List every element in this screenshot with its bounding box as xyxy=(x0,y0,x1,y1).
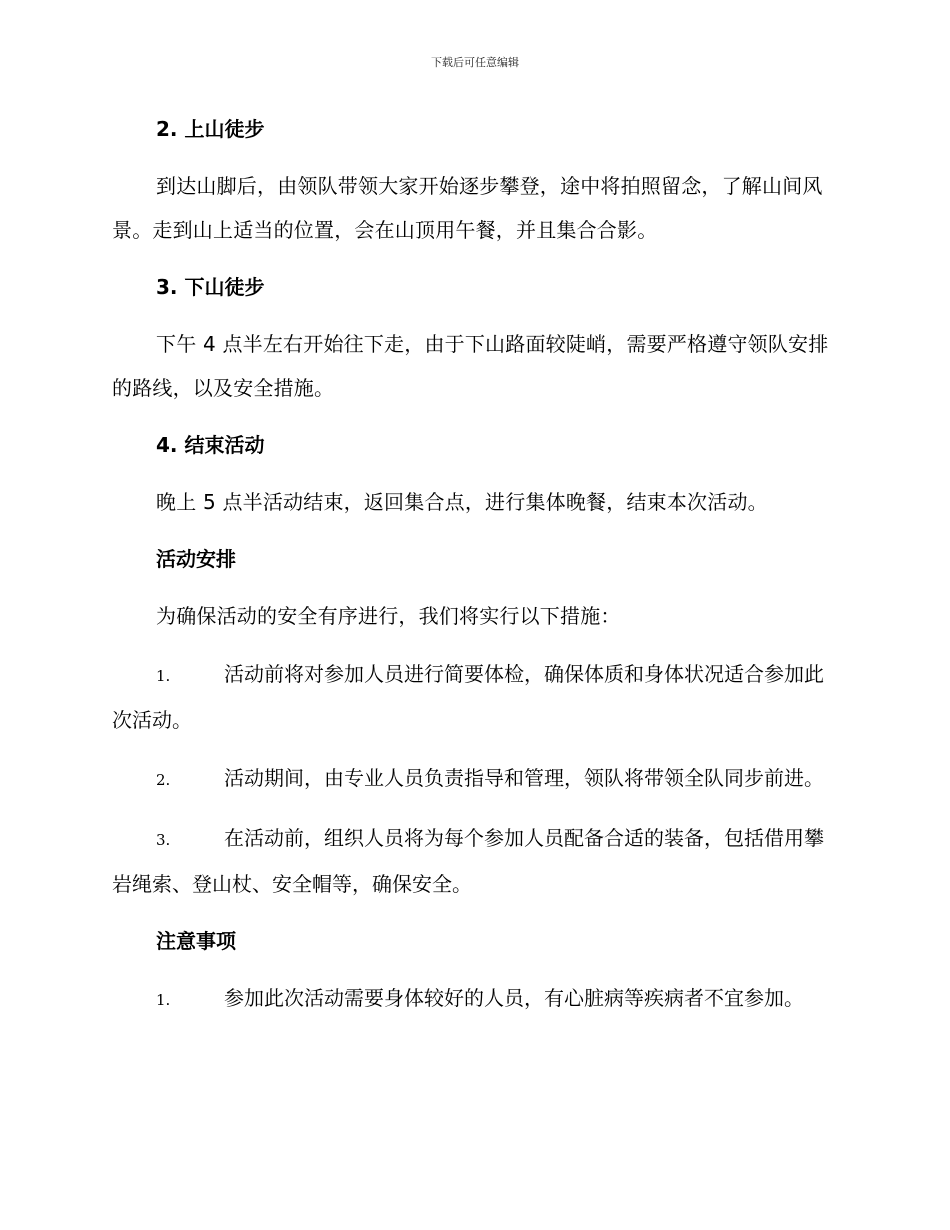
list-item-text: 活动前将对参加人员进行简要体检，确保体质和身体状况适合参加此次活动。 xyxy=(112,662,824,732)
list-item-text: 活动期间，由专业人员负责指导和管理，领队将带领全队同步前进。 xyxy=(224,766,824,790)
section-heading-hike-up: 2. 上山徒步 xyxy=(156,117,265,141)
section-heading-arrangement: 活动安排 xyxy=(156,547,236,571)
list-number: 1. xyxy=(156,667,171,685)
paragraph-arrangement-intro: 为确保活动的安全有序进行，我们将实行以下措施： xyxy=(156,604,621,628)
list-item xyxy=(112,756,838,802)
list-number: 1. xyxy=(156,991,171,1009)
list-number: 2. xyxy=(156,771,171,789)
paragraph-hike-up: 到达山脚后，由领队带领大家开始逐步攀登，途中将拍照留念，了解山间风景。走到山上适当的位置，会在山顶用午餐，并且集合合影。 xyxy=(112,174,823,242)
list-item xyxy=(112,652,838,742)
list-item-text: 在活动前，组织人员将为每个参加人员配备合适的装备，包括借用攀岩绳索、登山杖、安全帽等，确保安全。 xyxy=(112,826,824,896)
section-heading-hike-down: 3. 下山徒步 xyxy=(156,275,265,299)
paragraph-end: 晚上 5 点半活动结束，返回集合点，进行集体晚餐，结束本次活动。 xyxy=(156,490,768,514)
document-body xyxy=(112,108,838,1022)
list-item xyxy=(112,976,838,1022)
list-item-text: 参加此次活动需要身体较好的人员，有心脏病等疾病者不宜参加。 xyxy=(224,986,804,1010)
paragraph-hike-down: 下午 4 点半左右开始往下走，由于下山路面较陡峭，需要严格遵守领队安排的路线，以及安全措施。 xyxy=(112,332,829,400)
list-number: 3. xyxy=(156,831,171,849)
page-header: 下载后可任意编辑 xyxy=(431,56,519,69)
section-heading-end: 4. 结束活动 xyxy=(156,433,265,457)
list-item xyxy=(112,816,838,906)
section-heading-notes: 注意事项 xyxy=(156,929,236,953)
